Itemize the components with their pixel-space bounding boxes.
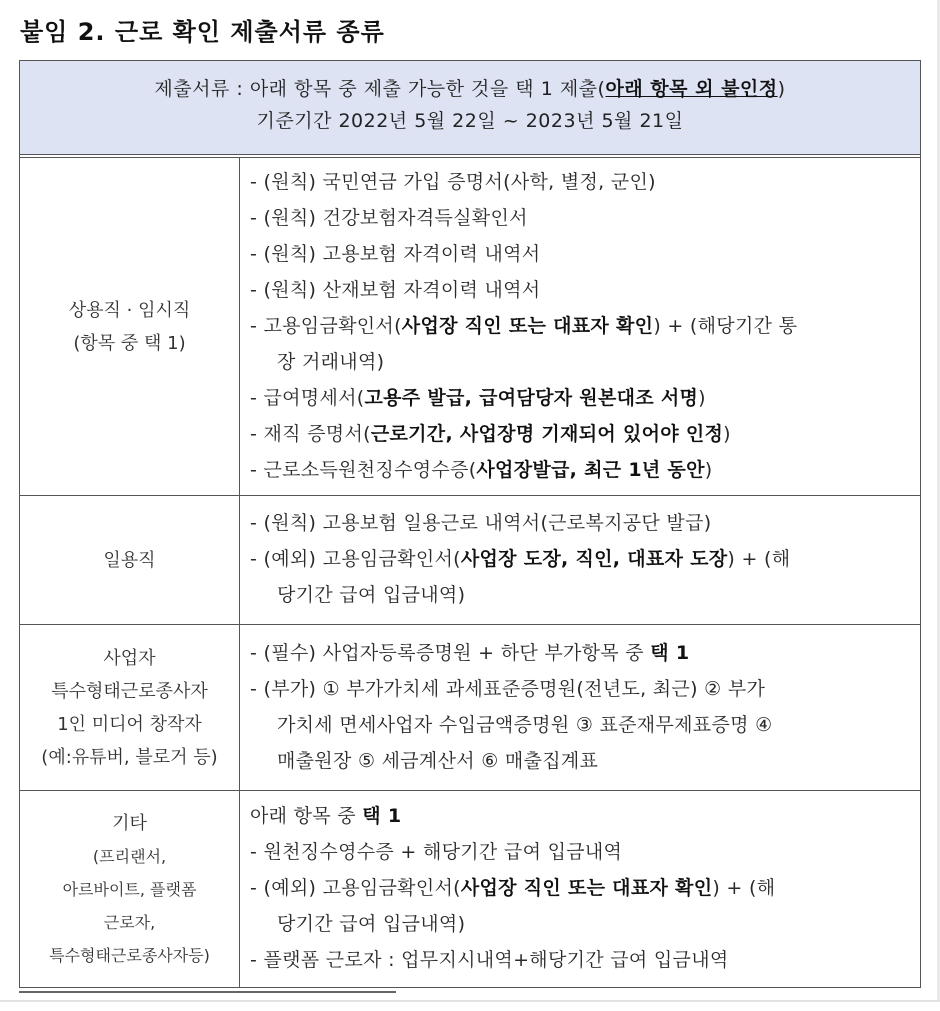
row-label-business <box>20 625 240 791</box>
list-item: - 원천징수영수증 + 해당기간 급여 입금내역 <box>250 841 623 863</box>
list-item <box>250 541 912 577</box>
table-row <box>20 496 921 625</box>
row-label-line: 1인 미디어 창작자 <box>57 713 202 735</box>
row-label-line: 특수형태근로종사자등) <box>49 945 210 965</box>
row-content-daily <box>240 496 921 625</box>
list-item <box>250 870 912 906</box>
list-item: - (부가) ① 부가가치세 과세표준증명원(전년도, 최근) ② 부가 <box>250 677 766 700</box>
item-text: ) <box>723 422 731 445</box>
item-emphasis: 사업장발급, 최근 1년 동안 <box>476 458 705 481</box>
item-text: ) <box>704 458 713 481</box>
document-table <box>19 60 921 988</box>
document-title: 붙임 2. 근로 확인 제출서류 종류 <box>20 18 385 46</box>
list-item: - 플랫폼 근로자 : 업무지시내역+해당기간 급여 입금내역 <box>250 949 729 971</box>
row-label-line: (항목 중 택 1) <box>73 332 186 354</box>
table-row <box>20 625 921 791</box>
item-emphasis: 근로기간, 사업장명 기재되어 있어야 인정 <box>370 422 724 445</box>
list-item: - (원칙) 고용보험 일용근로 내역서(근로복지공단 발급) <box>250 512 712 534</box>
item-text: - 재직 증명서( <box>250 422 371 445</box>
row-label-line: 아르바이트, 플랫폼 <box>62 879 197 899</box>
item-emphasis: 택 1 <box>650 641 690 664</box>
header-line-1: 제출서류 : 아래 항목 중 제출 가능한 것을 택 1 제출(아래 항목 외 불인정) <box>154 78 786 100</box>
table-row <box>20 791 921 988</box>
item-text: - 근로소득원천징수영수증( <box>250 458 477 481</box>
list-item <box>250 798 912 834</box>
table-row <box>20 158 921 496</box>
row-label-regular <box>20 158 240 496</box>
row-label-line: (예:유튜버, 블로거 등) <box>41 746 218 768</box>
item-text: ) + (해 <box>727 548 791 570</box>
list-item <box>250 635 912 671</box>
list-item <box>250 452 912 488</box>
list-item: - (원칙) 산재보험 자격이력 내역서 <box>250 278 541 301</box>
item-emphasis: 사업장 직인 또는 대표자 확인 <box>401 314 654 337</box>
item-text: ) + (해 <box>712 877 776 899</box>
table-tail-line <box>19 991 396 993</box>
row-label-other <box>20 791 240 988</box>
row-label-line: 사업자 <box>103 647 156 669</box>
item-emphasis: 사업장 도장, 직인, 대표자 도장 <box>460 548 728 570</box>
row-label-line: (프리랜서, <box>92 846 167 866</box>
row-label-line: 상용직 · 임시직 <box>68 299 191 321</box>
row-content-business <box>240 625 921 791</box>
item-text: 아래 항목 중 <box>250 805 363 827</box>
list-item <box>250 416 912 452</box>
list-item: 당기간 급여 입금내역) <box>277 584 466 606</box>
header-line-2: 기준기간 2022년 5월 22일 ~ 2023년 5월 21일 <box>256 110 684 132</box>
table-header <box>20 61 921 155</box>
row-label-line: 기타 <box>112 812 147 834</box>
item-emphasis: 택 1 <box>362 805 402 827</box>
header-emphasis: 아래 항목 외 불인정 <box>605 78 778 100</box>
list-item: - (원칙) 건강보험자격득실확인서 <box>250 206 528 229</box>
item-text: ) + (해당기간 통 <box>653 314 798 337</box>
list-item <box>250 308 912 344</box>
item-text: - 고용임금확인서( <box>250 314 402 337</box>
item-text: - 급여명세서( <box>250 386 365 409</box>
item-text: ) <box>698 386 706 409</box>
item-emphasis: 고용주 발급, 급여담당자 원본대조 서명 <box>364 386 699 409</box>
list-item <box>250 380 912 416</box>
item-text: - (예외) 고용임금확인서( <box>250 877 461 899</box>
list-item: 가치세 면세사업자 수입금액증명원 ③ 표준재무제표증명 ④ <box>277 713 773 736</box>
item-text: - (필수) 사업자등록증명원 + 하단 부가항목 중 <box>250 641 651 664</box>
list-item: 매출원장 ⑤ 세금계산서 ⑥ 매출집계표 <box>277 749 599 772</box>
page-frame-bottom <box>0 1000 940 1002</box>
row-content-regular <box>240 158 921 496</box>
list-item: 장 거래내역) <box>277 350 385 373</box>
row-label-daily <box>20 496 240 625</box>
item-text: - (예외) 고용임금확인서( <box>250 548 461 570</box>
row-label-line: 특수형태근로종사자 <box>51 680 208 702</box>
list-item: - (원칙) 고용보험 자격이력 내역서 <box>250 242 541 265</box>
row-content-other <box>240 791 921 988</box>
item-emphasis: 사업장 직인 또는 대표자 확인 <box>460 877 713 899</box>
row-label-line: 근로자, <box>103 912 156 932</box>
list-item: 당기간 급여 입금내역) <box>277 913 466 935</box>
row-label-line: 일용직 <box>103 549 156 571</box>
list-item: - (원칙) 국민연금 가입 증명서(사학, 별정, 군인) <box>250 170 656 193</box>
